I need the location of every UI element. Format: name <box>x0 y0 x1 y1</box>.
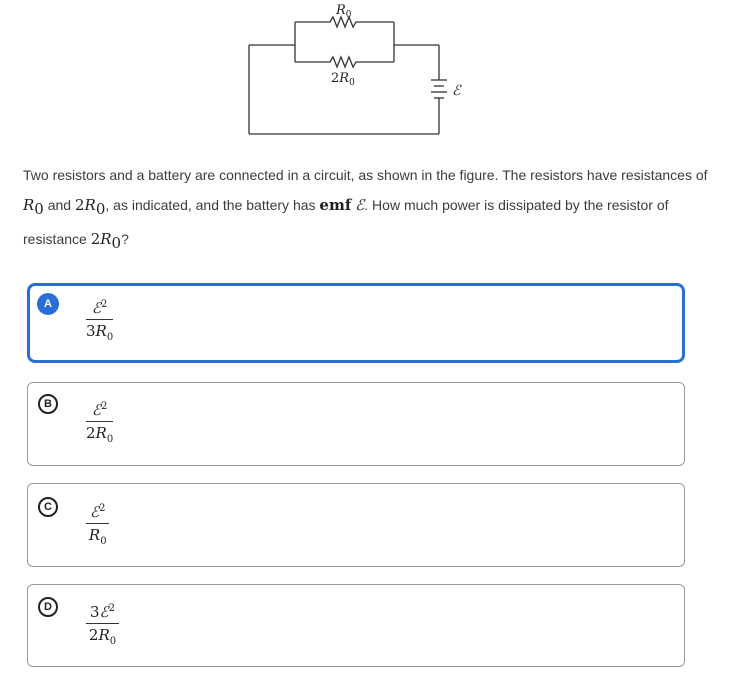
circuit-figure <box>240 0 480 140</box>
label-r0: $R_0$ <box>336 3 352 20</box>
circuit-diagram <box>240 0 480 140</box>
question-text: Two resistors and a battery are connected in a circuit, as shown in the figure. The resistors have resistances of $R_0$ and $2R_0$, as indicated, and the battery has emf ℰ. How much power is dissipated by the resistor of resistance $2R_0$? <box>23 167 708 252</box>
choice-a[interactable] <box>27 283 685 363</box>
choice-b[interactable] <box>27 382 685 466</box>
choice-c[interactable] <box>27 483 685 567</box>
choice-a-fraction: ℰ$^2$ $3R_0$ <box>86 299 114 343</box>
resistor-2r0 <box>295 57 394 67</box>
choice-c-fraction: ℰ$^2$ $R_0$ <box>86 503 109 547</box>
choice-d[interactable] <box>27 584 685 667</box>
choice-c-badge[interactable]: C <box>38 497 58 517</box>
choice-d-badge[interactable]: D <box>38 597 58 617</box>
label-2r0: $2R_0$ <box>331 71 355 88</box>
label-emf: ℰ <box>452 83 461 99</box>
choice-d-fraction: 3ℰ$^2$ $2R_0$ <box>86 603 119 647</box>
choice-a-badge[interactable]: A <box>37 293 59 315</box>
choice-b-fraction: ℰ$^2$ $2R_0$ <box>86 401 114 445</box>
choice-b-badge[interactable]: B <box>38 394 58 414</box>
resistor-r0 <box>295 17 394 27</box>
